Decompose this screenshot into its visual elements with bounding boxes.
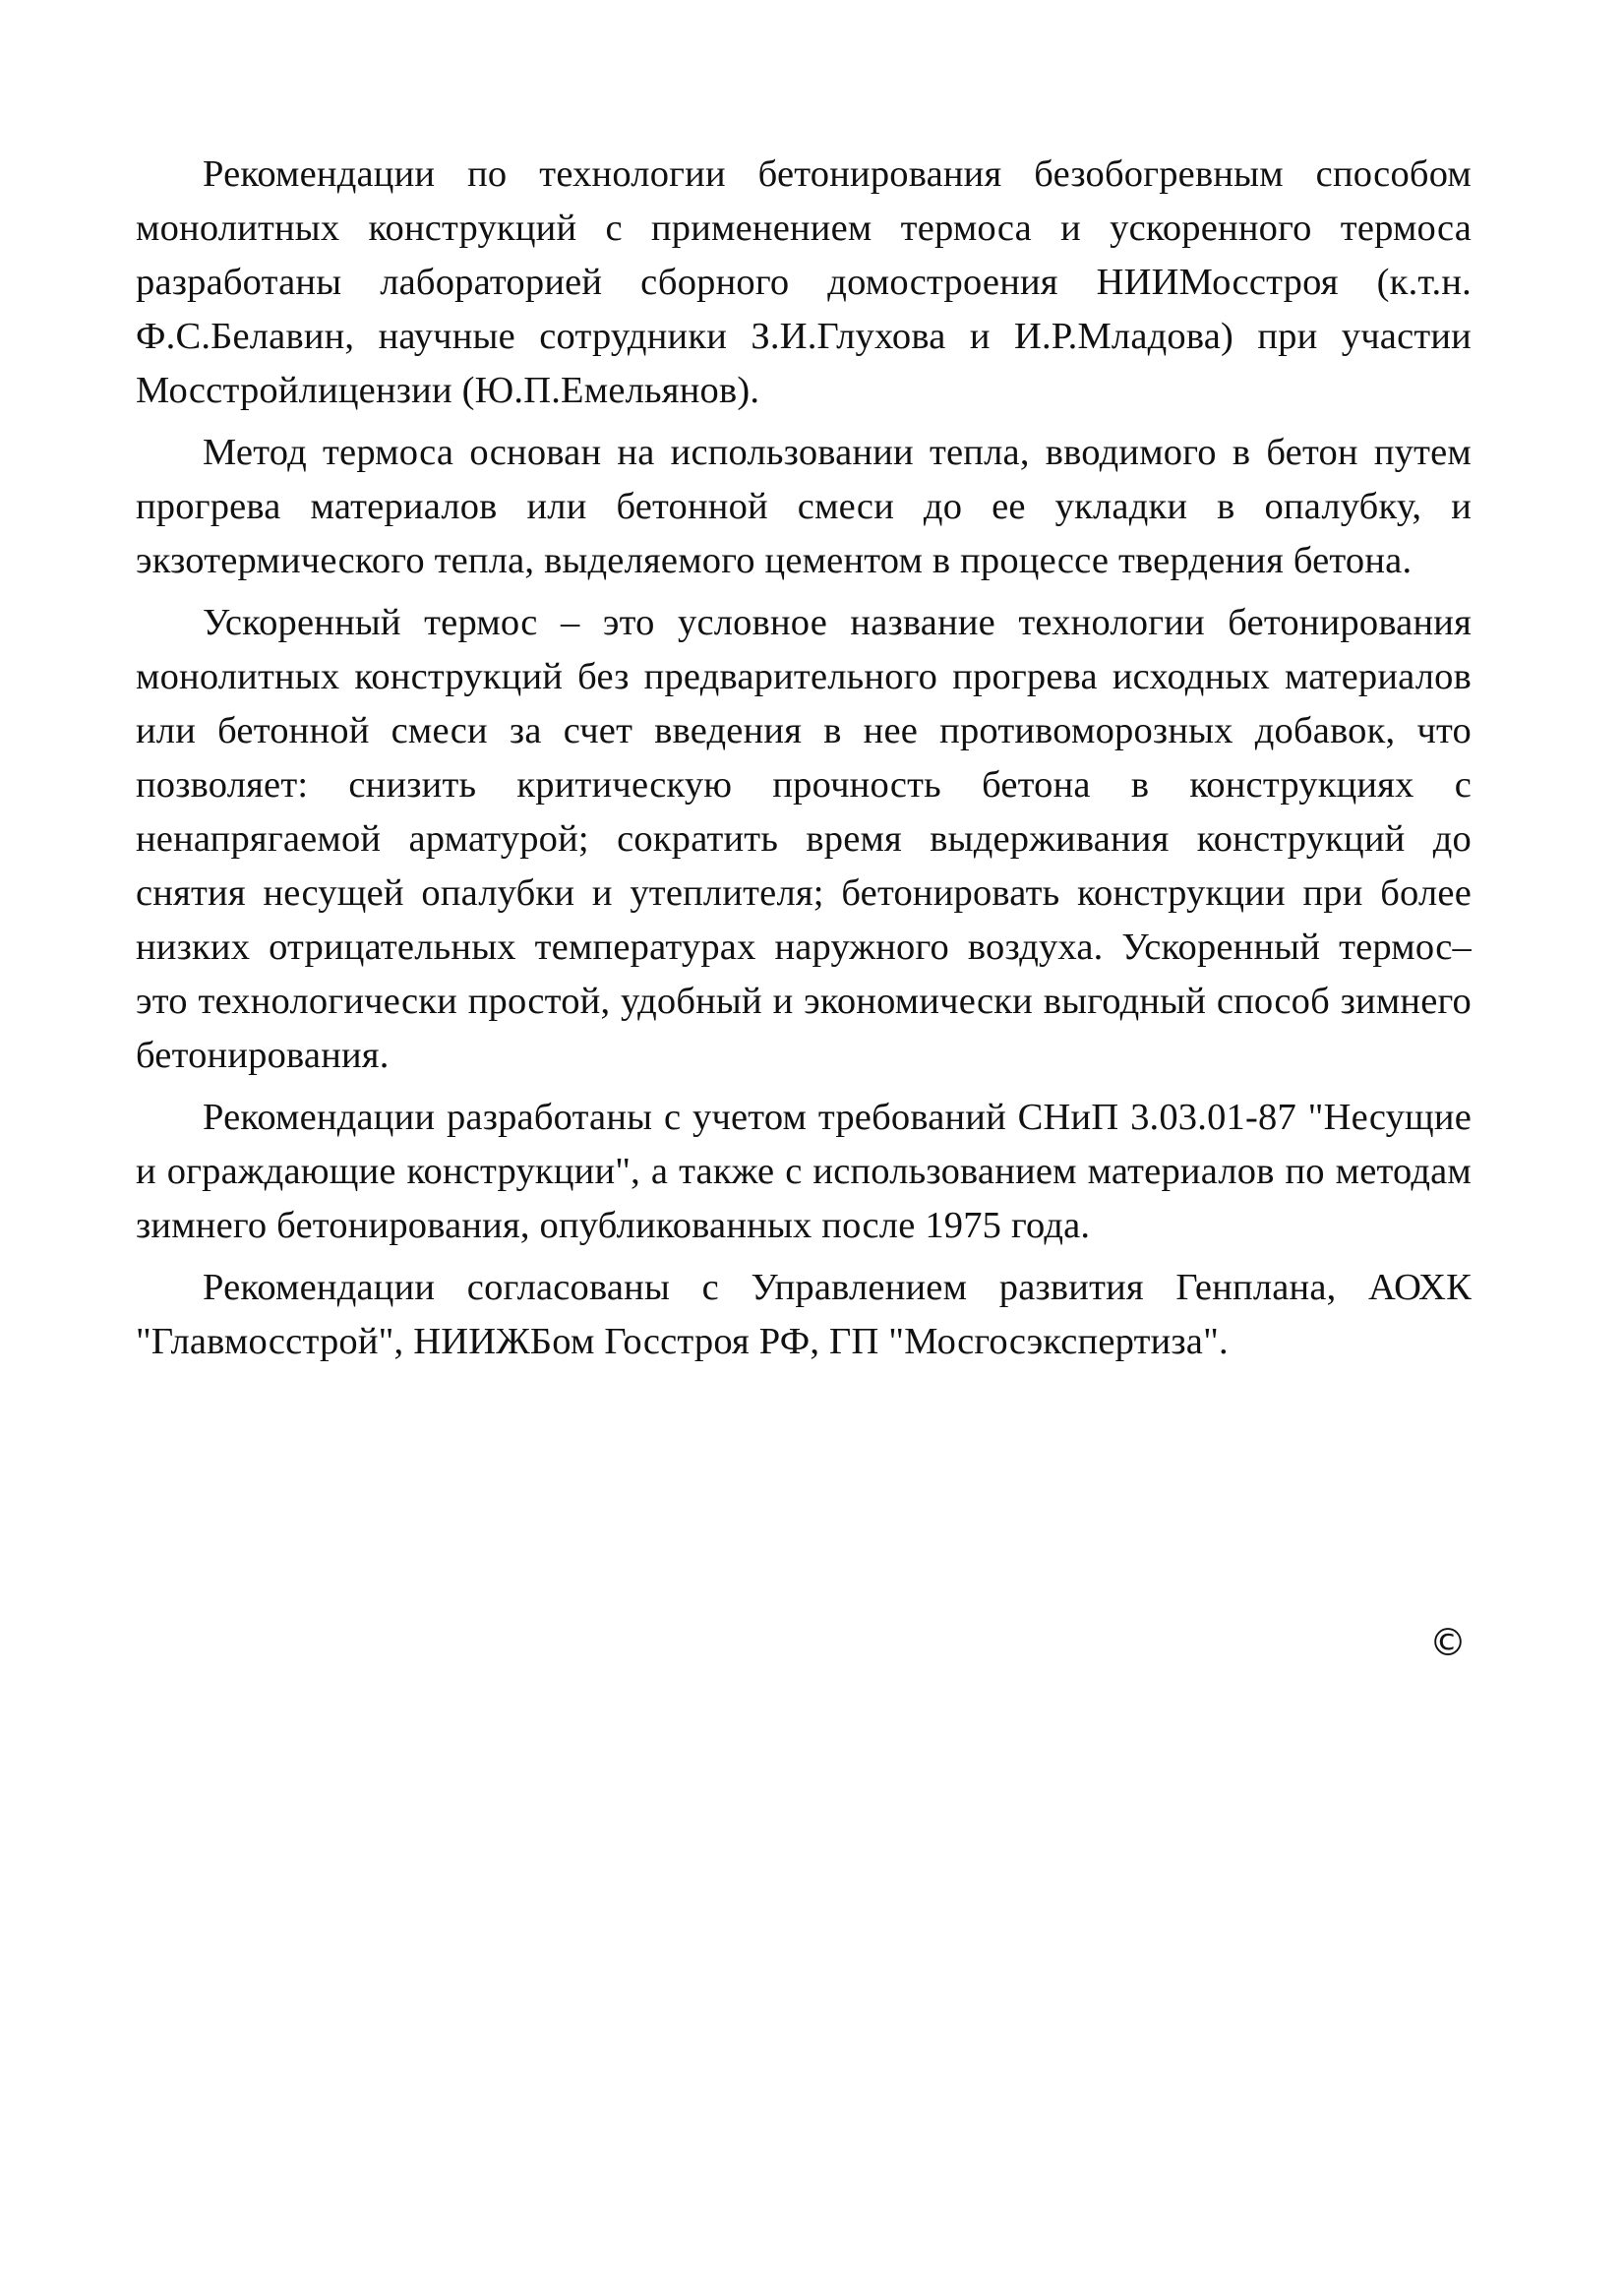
paragraph-accelerated-thermos: Ускоренный термос – это условное название технологии бетонирования монолитных конструкций без предварительного прогрева исходных материалов или бетонной смеси за счет введения в нее противоморозных добавок, что позволяет: снизить критическую прочность бетона в конструкциях с ненапрягаемой арматурой; сократить время выдерживания конструкций до снятия несущей опалубки и утеплителя; бетонировать конструкции при более низких отрицательных температурах наружного воздуха. Ускоренный термос– это технологически простой, удобный и экономически выгодный способ зимнего бетонирования. (136, 602, 1472, 1076)
paragraph-approvals: Рекомендации согласованы с Управлением развития Генплана, АОХК "Главмосстрой", НИИЖБом Госстроя РФ, ГП "Мосгосэкспертиза". (136, 1267, 1472, 1362)
copyright-icon: © (1429, 1621, 1467, 1664)
paragraph-authors: Рекомендации по технологии бетонирования безобогревным способом монолитных конструкций с применением термоса и ускоренного термоса разработаны лабораторией сборного домостроения НИИМосстроя (к.т.н. Ф.С.Белавин, научные сотрудники З.И.Глухова и И.Р.Младова) при участии Мосстройлицензии (Ю.П.Емельянов). (136, 153, 1472, 411)
document-body (136, 148, 1472, 1377)
paragraph-thermos-method: Метод термоса основан на использовании тепла, вводимого в бетон путем прогрева материалов или бетонной смеси до ее укладки в опалубку, и экзотермического тепла, выделяемого цементом в процессе твердения бетона. (136, 432, 1472, 581)
paragraph-snip-requirements: Рекомендации разработаны с учетом требований СНиП 3.03.01-87 "Несущие и ограждающие конструкции", а также с использованием материалов по методам зимнего бетонирования, опубликованных после 1975 года. (136, 1097, 1472, 1246)
